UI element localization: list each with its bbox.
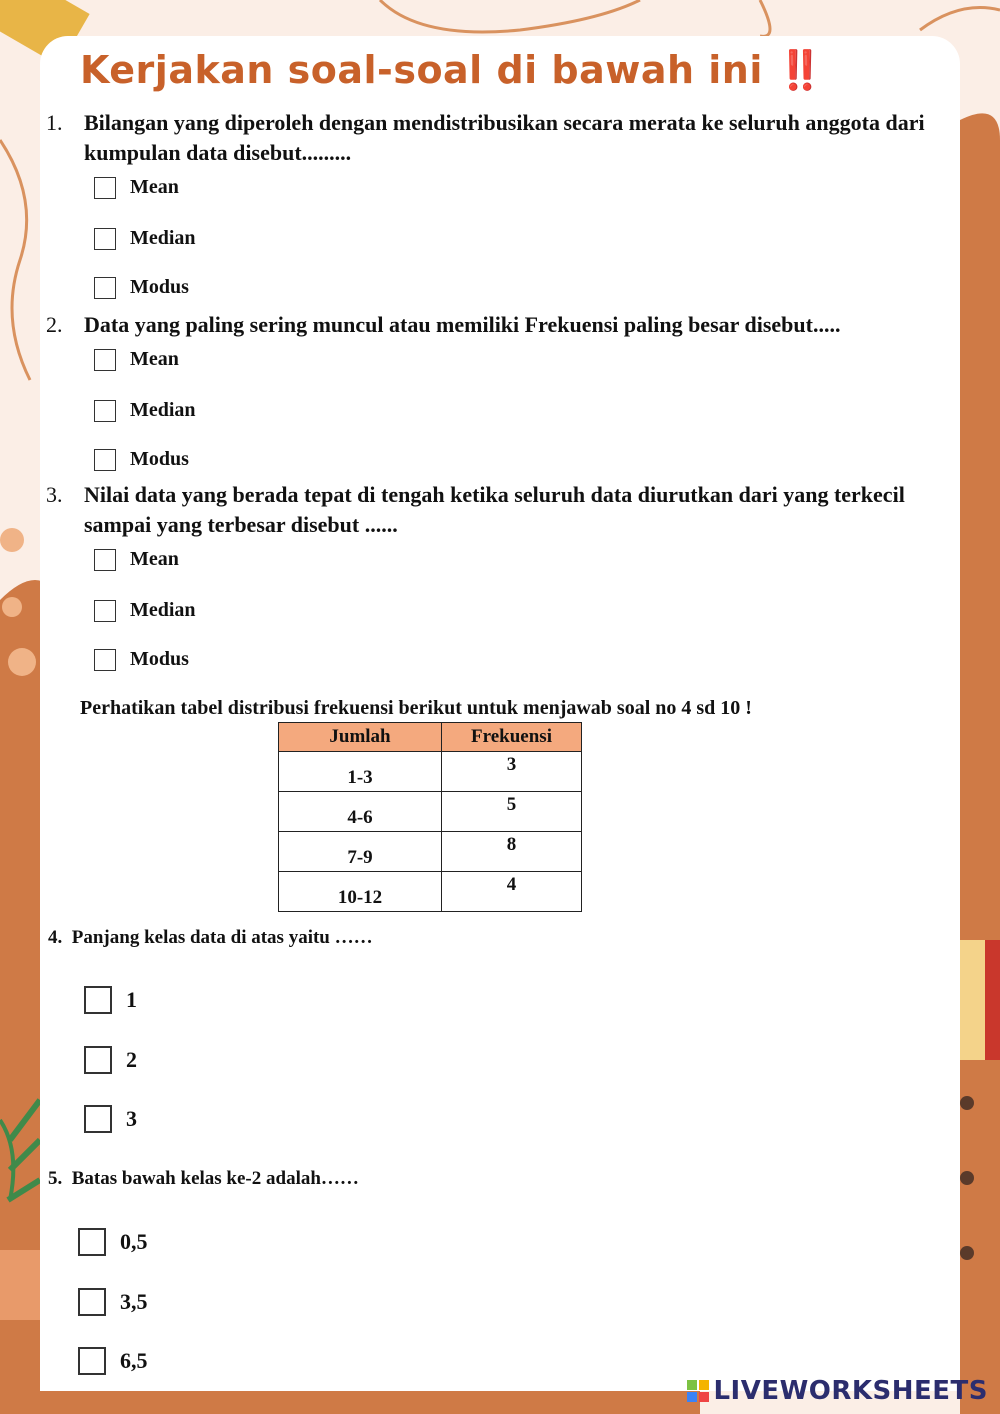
question-2	[46, 310, 956, 340]
question-number: 3.	[46, 482, 63, 507]
q5-option-6-5[interactable]	[78, 1347, 148, 1375]
option-label: 3	[126, 1106, 137, 1131]
checkbox[interactable]	[84, 986, 112, 1014]
table-row	[279, 872, 582, 912]
checkbox[interactable]	[78, 1228, 106, 1256]
option-label: Median	[130, 399, 196, 421]
option-label: Modus	[130, 448, 189, 470]
question-text: Batas bawah kelas ke-2 adalah……	[71, 1168, 359, 1189]
question-4	[48, 927, 373, 949]
option-label: 6,5	[120, 1348, 148, 1373]
table-cell: 1-3	[279, 752, 442, 792]
q4-option-2[interactable]	[84, 1046, 137, 1074]
table-row	[279, 832, 582, 872]
q5-option-0-5[interactable]	[78, 1228, 148, 1256]
checkbox[interactable]	[84, 1105, 112, 1133]
question-text: Data yang paling sering muncul atau memiliki Frekuensi paling besar disebut.....	[84, 312, 841, 337]
question-3	[46, 480, 936, 540]
checkbox[interactable]	[94, 600, 116, 622]
question-number: 5.	[48, 1168, 63, 1189]
option-label: 0,5	[120, 1229, 148, 1254]
option-label: Median	[130, 599, 196, 621]
option-label: Median	[130, 227, 196, 249]
question-text: Bilangan yang diperoleh dengan mendistribusikan secara merata ke seluruh anggota dari kumpulan data disebut.........	[84, 110, 925, 165]
q1-option-modus[interactable]	[94, 276, 189, 299]
checkbox[interactable]	[94, 277, 116, 299]
q2-option-modus[interactable]	[94, 448, 189, 471]
q4-option-3[interactable]	[84, 1105, 137, 1133]
question-number: 4.	[48, 927, 63, 948]
question-1	[46, 108, 936, 168]
table-cell: 8	[442, 832, 582, 872]
column-header: Frekuensi	[442, 723, 582, 752]
question-text: Nilai data yang berada tepat di tengah ketika seluruh data diurutkan dari yang terkecil sampai yang terbesar disebut ......	[84, 482, 905, 537]
option-label: 1	[126, 987, 137, 1012]
option-label: 3,5	[120, 1289, 148, 1314]
table-cell: 3	[442, 752, 582, 792]
worksheet-title: Kerjakan soal-soal di bawah ini ‼️	[80, 48, 825, 92]
q3-option-median[interactable]	[94, 599, 196, 622]
q3-option-mean[interactable]	[94, 548, 179, 571]
table-header-row	[279, 723, 582, 752]
table-cell: 7-9	[279, 832, 442, 872]
option-label: 2	[126, 1047, 137, 1072]
table-cell: 4-6	[279, 792, 442, 832]
option-label: Modus	[130, 276, 189, 298]
q1-option-median[interactable]	[94, 227, 196, 250]
question-number: 2.	[46, 312, 63, 337]
option-label: Mean	[130, 548, 179, 570]
option-label: Mean	[130, 176, 179, 198]
q5-option-3-5[interactable]	[78, 1288, 148, 1316]
checkbox[interactable]	[94, 349, 116, 371]
q2-option-mean[interactable]	[94, 348, 179, 371]
table-cell: 5	[442, 792, 582, 832]
checkbox[interactable]	[94, 649, 116, 671]
table-cell: 10-12	[279, 872, 442, 912]
q4-option-1[interactable]	[84, 986, 137, 1014]
checkbox[interactable]	[94, 449, 116, 471]
checkbox[interactable]	[78, 1288, 106, 1316]
column-header: Jumlah	[279, 723, 442, 752]
table-row	[279, 792, 582, 832]
checkbox[interactable]	[94, 228, 116, 250]
option-label: Modus	[130, 648, 189, 670]
table-row	[279, 752, 582, 792]
logo-icon	[687, 1380, 709, 1402]
checkbox[interactable]	[84, 1046, 112, 1074]
option-label: Mean	[130, 348, 179, 370]
checkbox[interactable]	[94, 549, 116, 571]
q1-option-mean[interactable]	[94, 176, 179, 199]
checkbox[interactable]	[78, 1347, 106, 1375]
q3-option-modus[interactable]	[94, 648, 189, 671]
frequency-table	[278, 722, 582, 912]
table-instruction: Perhatikan tabel distribusi frekuensi berikut untuk menjawab soal no 4 sd 10 !	[80, 697, 752, 719]
checkbox[interactable]	[94, 177, 116, 199]
q2-option-median[interactable]	[94, 399, 196, 422]
question-number: 1.	[46, 110, 63, 135]
liveworksheets-logo	[687, 1376, 988, 1406]
logo-text: LIVEWORKSHEETS	[713, 1376, 988, 1406]
question-text: Panjang kelas data di atas yaitu ……	[71, 927, 373, 948]
table-cell: 4	[442, 872, 582, 912]
checkbox[interactable]	[94, 400, 116, 422]
question-5	[48, 1168, 359, 1190]
